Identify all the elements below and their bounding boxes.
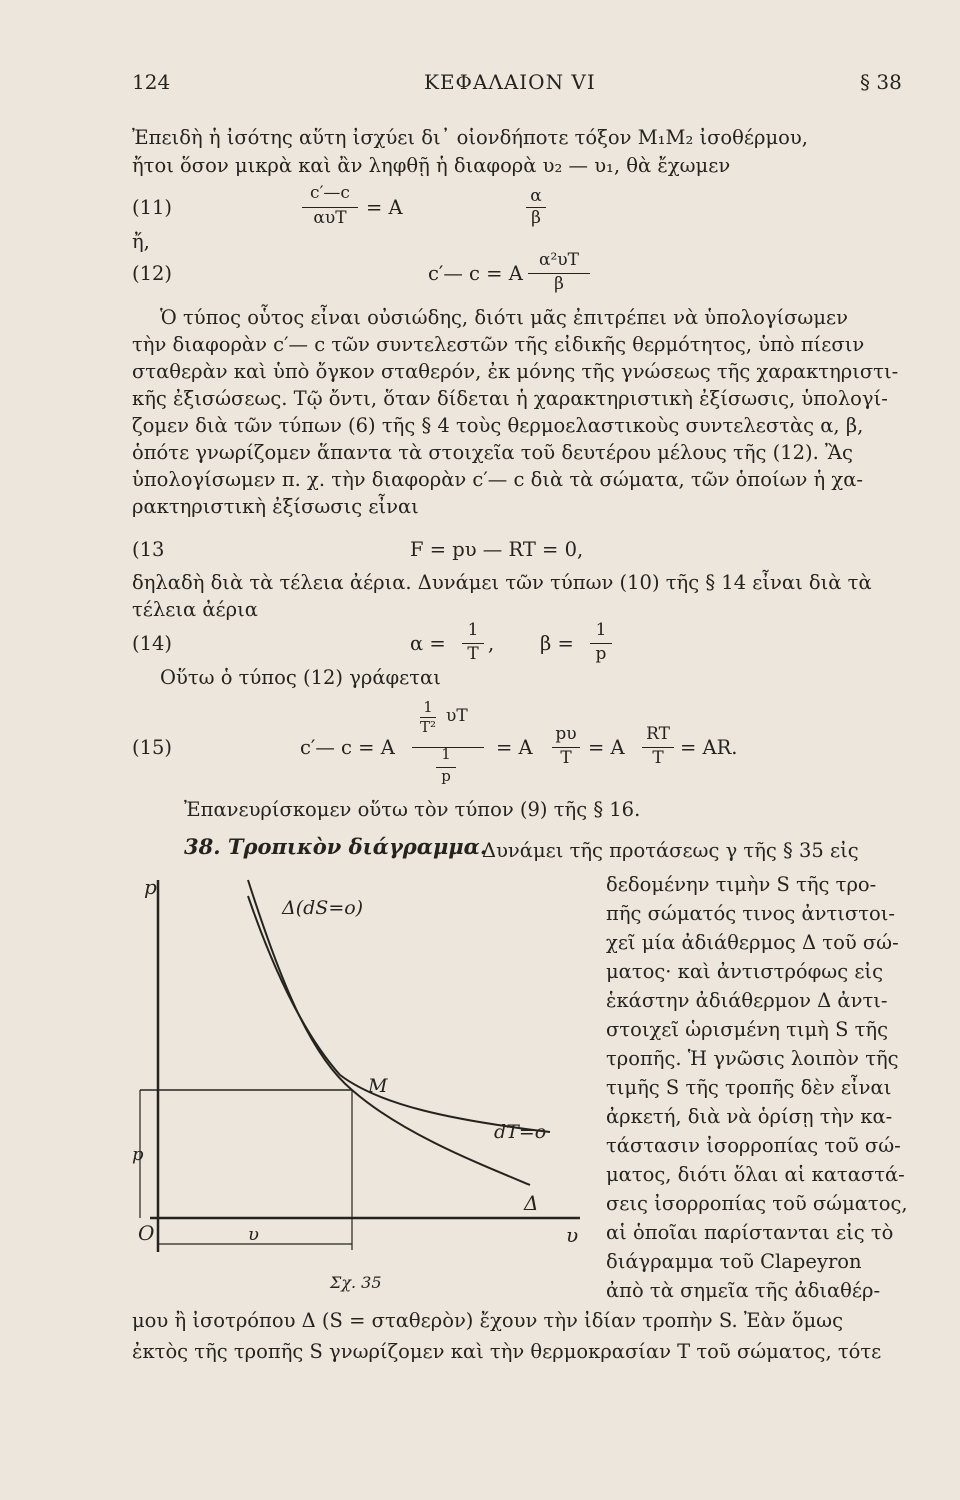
text-line: πῆς σώματός τινος ἀντιστοι-: [606, 902, 895, 925]
eq14-alpha: α =: [410, 632, 446, 655]
isotherm-label: dT=o: [494, 1121, 547, 1143]
entropy-diagram: [130, 870, 600, 1300]
v-coordinate-label: υ: [248, 1224, 259, 1245]
text-line: δηλαδὴ διὰ τὰ τέλεια ἀέρια. Δυνάμει τῶν τύπων (10) τῆς § 14 εἶναι διὰ τὰ: [132, 571, 872, 594]
page-number: 124: [132, 70, 171, 94]
section-heading: [184, 834, 487, 859]
eq14-one: 1: [595, 620, 607, 640]
eq11-rhs-denominator: β: [531, 208, 541, 228]
text-line: στοιχεῖ ὡρισμένη τιμὴ S τῆς: [606, 1018, 889, 1041]
eq14-T: T: [467, 644, 479, 664]
adiabatic-curve: [248, 880, 530, 1185]
text-line: τιμῆς S τῆς τροπῆς δὲν εἶναι: [606, 1076, 892, 1099]
text-line: ἤτοι ὅσον μικρὰ καὶ ἂν ληφθῇ ἡ διαφορὰ υ₂ — υ₁, θὰ ἔχωμεν: [132, 154, 731, 177]
chapter-title: ΚΕΦΑΛΑΙΟΝ VI: [424, 70, 596, 94]
text-line: τροπῆς. Ἡ γνῶσις λοιπὸν τῆς: [606, 1047, 899, 1070]
eq15-T-squared: T²: [419, 718, 437, 736]
text-line: τέλεια ἀέρια: [132, 598, 258, 621]
text-line: χεῖ μία ἀδιάθερμος Δ τοῦ σώ-: [606, 931, 899, 954]
eq15-RT: RT: [646, 724, 670, 744]
eq12-denominator: β: [554, 274, 564, 294]
text-line: ματος, διότι ὅλαι αἱ καταστά-: [606, 1163, 905, 1186]
eq14-comma: ,: [488, 632, 495, 655]
equation-12-label: (12): [132, 262, 173, 285]
eq15-den-p: p: [441, 767, 451, 785]
text-line: τάστασιν ἰσορροπίας τοῦ σώ-: [606, 1134, 901, 1157]
eq11-lhs-denominator: αυT: [313, 208, 347, 228]
text-line: Δυνάμει τῆς προτάσεως γ τῆς § 35 εἰς: [482, 839, 859, 862]
eq11-lhs-numerator: c′—c: [310, 183, 350, 203]
text-line: δεδομένην τιμὴν S τῆς τρο-: [606, 873, 877, 896]
text-line: ἤ,: [132, 230, 150, 253]
isothermal-curve: [248, 896, 550, 1132]
eq15-equals-a: = A: [496, 736, 533, 759]
text-line: ρακτηριστικὴ ἐξίσωσις εἶναι: [132, 495, 419, 518]
text-line: Ὁ τύπος οὗτος εἶναι οὐσιώδης, διότι μᾶς ἐπιτρέπει νὰ ὑπολογίσωμεν: [160, 306, 848, 329]
text-line: σεις ἰσορροπίας τοῦ σώματος,: [606, 1192, 908, 1215]
p-coordinate-label: p: [132, 1144, 144, 1165]
eq13-expression: F = pυ — RT = 0,: [410, 538, 584, 561]
eq11-rhs-numerator: α: [530, 186, 542, 206]
eq12-lhs: c′— c = A: [428, 262, 523, 285]
delta-label: Δ: [524, 1191, 539, 1215]
eq11-equals: = A: [366, 196, 403, 219]
text-line: Οὕτω ὁ τύπος (12) γράφεται: [160, 666, 441, 689]
section-ref: § 38: [860, 70, 902, 94]
text-line: ζομεν διὰ τῶν τύπων (6) τῆς § 4 τοὺς θερμοελαστικοὺς συντελεστὰς α, β,: [132, 414, 864, 437]
eq15-pv: pυ: [555, 724, 577, 744]
equation-14-label: (14): [132, 632, 173, 655]
text-line: τὴν διαφορὰν c′— c τῶν συντελεστῶν τῆς εἰδικῆς θερμότητος, ὑπὸ πίεσιν: [132, 333, 865, 356]
text-line: ἀπὸ τὰ σημεῖα τῆς ἀδιαθέρ-: [606, 1279, 881, 1302]
equation-15-label: (15): [132, 736, 173, 759]
eq14-beta: β =: [540, 632, 574, 655]
text-line: ματος· καὶ ἀντιστρόφως εἰς: [606, 960, 883, 983]
text-line: διάγραμμα τοῦ Clapeyron: [606, 1250, 862, 1273]
point-m-label: M: [368, 1075, 388, 1097]
figure-caption: Σχ. 35: [330, 1273, 382, 1292]
eq15-inner-numerator: 1: [423, 698, 433, 716]
eq15-den-one: 1: [441, 745, 451, 763]
eq12-numerator: α²υT: [539, 250, 579, 270]
text-line: σταθερὰν καὶ ὑπὸ ὄγκον σταθερόν, ἐκ μόνης τῆς γνώσεως τῆς χαρακτηριστι-: [132, 360, 899, 383]
text-line: ἑκάστην ἀδιάθερμον Δ ἀντι-: [606, 989, 888, 1012]
section-number: 38.: [184, 834, 221, 859]
text-line: ὁπότε γνωρίζομεν ἅπαντα τὰ στοιχεῖα τοῦ δευτέρου μέλους τῆς (12). Ἂς: [132, 441, 853, 464]
section-title: Τροπικὸν διάγραμμα.: [227, 834, 488, 859]
text-line: ἀρκετή, διὰ νὰ ὁρίσῃ τὴν κα-: [606, 1105, 893, 1128]
eq14-one: 1: [467, 620, 479, 640]
text-line: Ἐπανευρίσκομεν οὕτω τὸν τύπον (9) τῆς § 16.: [184, 798, 641, 821]
v-axis-label: υ: [566, 1223, 579, 1247]
eq15-equals-b: = A: [588, 736, 625, 759]
text-line: αἱ ὁποῖαι παρίστανται εἰς τὸ: [606, 1221, 894, 1244]
text-line: ἐκτὸς τῆς τροπῆς S γνωρίζομεν καὶ τὴν θερμοκρασίαν T τοῦ σώματος, τότε: [132, 1340, 882, 1363]
origin-label: O: [138, 1221, 155, 1245]
text-line: ὑπολογίσωμεν π. χ. τὴν διαφορὰν c′— c διὰ τὰ σώματα, τῶν ὁποίων ἡ χα-: [132, 468, 864, 491]
equation-13-label: (13: [132, 538, 165, 561]
eq14-p: p: [595, 644, 607, 664]
eq15-vT: υT: [446, 706, 468, 726]
equation-11-label: (11): [132, 196, 173, 219]
eq15-tail: = AR.: [680, 736, 738, 759]
adiabat-label: Δ(dS=o): [282, 897, 364, 919]
eq15-T: T: [652, 748, 664, 768]
eq15-lhs: c′— c = A: [300, 736, 395, 759]
text-line: Ἐπειδὴ ἡ ἰσότης αὕτη ἰσχύει δι᾽ οἱονδήποτε τόξον M₁M₂ ἰσοθέρμου,: [132, 126, 808, 149]
text-line: κῆς ἐξισώσεως. Τῷ ὄντι, ὅταν δίδεται ἡ χαρακτηριστικὴ ἐξίσωσις, ὑπολογί-: [132, 387, 888, 410]
text-line: μου ἢ ἰσοτρόπου Δ (S = σταθερὸν) ἔχουν τὴν ἰδίαν τροπὴν S. Ἐὰν ὅμως: [132, 1309, 843, 1332]
eq15-T: T: [560, 748, 572, 768]
p-axis-label: p: [144, 875, 157, 899]
